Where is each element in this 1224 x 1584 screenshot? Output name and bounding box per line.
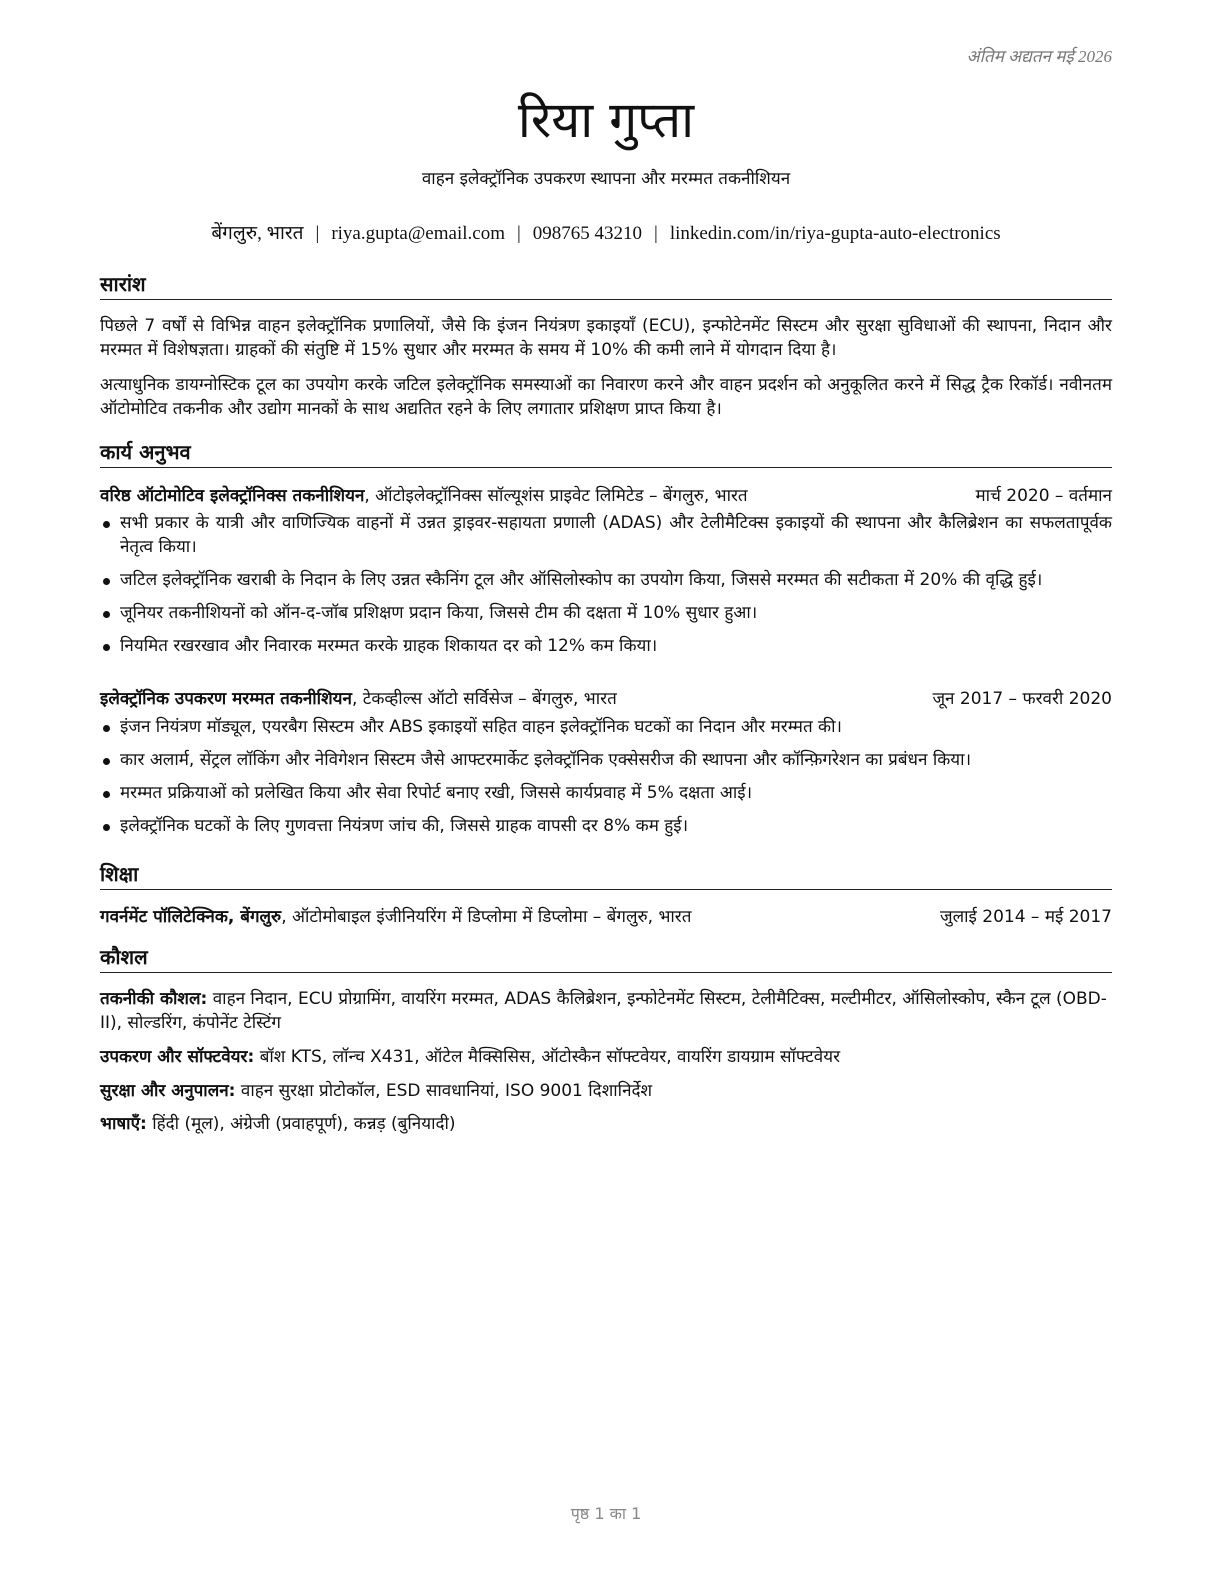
list-item: इलेक्ट्रॉनिक घटकों के लिए गुणवत्ता नियंत्रण जांच की, जिससे ग्राहक वापसी दर 8% कम हुई। xyxy=(100,814,1112,838)
section-title-skills: कौशल xyxy=(100,943,1112,973)
section-title-summary: सारांश xyxy=(100,270,1112,300)
contact-separator: | xyxy=(516,223,521,244)
job-heading xyxy=(100,483,1112,506)
skill-key: तकनीकी कौशल: xyxy=(100,989,208,1009)
education-detail: , ऑटोमोबाइल इंजीनियरिंग में डिप्लोमा में डिप्लोमा – बेंगलुरु, भारत xyxy=(281,907,692,927)
list-item: नियमित रखरखाव और निवारक मरम्मत करके ग्राहक शिकायत दर को 12% कम किया। xyxy=(100,634,1112,658)
section-title-experience: कार्य अनुभव xyxy=(100,438,1112,468)
job-role-org xyxy=(100,483,748,506)
skill-value: हिंदी (मूल), अंग्रेजी (प्रवाहपूर्ण), कन्नड़ (बुनियादी) xyxy=(146,1114,456,1134)
list-item: सभी प्रकार के यात्री और वाणिज्यिक वाहनों में उन्नत ड्राइवर-सहायता प्रणाली (ADAS) और टेलीमैटिक्स इकाइयों की स्थापना और कैलिब्रेशन का सफलतापूर्वक नेतृत्व किया। xyxy=(100,511,1112,559)
contact-phone[interactable]: 098765 43210 xyxy=(532,223,643,244)
skill-key: भाषाएँ: xyxy=(100,1114,147,1134)
education-entry xyxy=(100,904,1112,927)
summary-paragraph: अत्याधुनिक डायग्नोस्टिक टूल का उपयोग करके जटिल इलेक्ट्रॉनिक समस्याओं का निवारण करने और वाहन प्रदर्शन को अनुकूलित करने में सिद्ध ट्रैक रिकॉर्ड। नवीनतम ऑटोमोटिव तकनीक और उद्योग मानकों के साथ अद्यतित रहने के लिए लगातार प्रशिक्षण प्राप्त किया है। xyxy=(100,375,1112,419)
job-role: इलेक्ट्रॉनिक उपकरण मरम्मत तकनीशियन xyxy=(100,689,352,709)
contact-line xyxy=(100,219,1112,245)
skill-value: बॉश KTS, लॉन्च X431, ऑटेल मैक्सिसिस, ऑटोस्कैन सॉफ्टवेयर, वायरिंग डायग्राम सॉफ्टवेयर xyxy=(254,1047,841,1067)
education-institution-detail xyxy=(100,904,691,927)
list-item: जूनियर तकनीशियनों को ऑन-द-जॉब प्रशिक्षण प्रदान किया, जिससे टीम की दक्षता में 10% सुधार हुआ। xyxy=(100,601,1112,625)
list-item: कार अलार्म, सेंट्रल लॉकिंग और नेविगेशन सिस्टम जैसे आफ्टरमार्केट इलेक्ट्रॉनिक एक्सेसरीज की स्थापना और कॉन्फ़िगरेशन का प्रबंधन किया। xyxy=(100,748,1112,772)
skill-line xyxy=(100,987,1112,1035)
job-dates: जून 2017 – फरवरी 2020 xyxy=(932,689,1112,709)
education-dates: जुलाई 2014 – मई 2017 xyxy=(939,907,1112,927)
education-institution: गवर्नमेंट पॉलिटेक्निक, बेंगलुरु xyxy=(100,907,282,927)
job-dates: मार्च 2020 – वर्तमान xyxy=(975,486,1112,506)
list-item: मरम्मत प्रक्रियाओं को प्रलेखित किया और सेवा रिपोर्ट बनाए रखी, जिससे कार्यप्रवाह में 5% दक्षता आई। xyxy=(100,781,1112,805)
list-item: इंजन नियंत्रण मॉड्यूल, एयरबैग सिस्टम और ABS इकाइयों सहित वाहन इलेक्ट्रॉनिक घटकों का निदान और मरम्मत की। xyxy=(100,715,1112,739)
list-item: जटिल इलेक्ट्रॉनिक खराबी के निदान के लिए उन्नत स्कैनिंग टूल और ऑसिलोस्कोप का उपयोग किया, जिससे मरम्मत की सटीकता में 20% की वृद्धि हुई। xyxy=(100,568,1112,592)
job-org: , टेकव्हील्स ऑटो सर्विसेज – बेंगलुरु, भारत xyxy=(351,689,617,709)
job-heading xyxy=(100,686,1112,709)
skill-key: उपकरण और सॉफ्टवेयर: xyxy=(100,1047,255,1067)
contact-separator: | xyxy=(654,223,658,244)
contact-separator: | xyxy=(315,223,320,244)
skill-value: वाहन निदान, ECU प्रोग्रामिंग, वायरिंग मरम्मत, ADAS कैलिब्रेशन, इन्फोटेनमेंट सिस्टम, टेलीमैटिक्स, मल्टीमीटर, ऑसिलोस्कोप, स्कैन टूल (OBD-II), सोल्डरिंग, कंपोनेंट टेस्टिंग xyxy=(100,989,1107,1033)
contact-location: बेंगलुरु, भारत xyxy=(211,223,304,244)
skill-line xyxy=(100,1045,1112,1069)
skill-line xyxy=(100,1079,1112,1103)
section-title-education: शिक्षा xyxy=(100,860,1112,890)
contact-email[interactable]: riya.gupta@email.com xyxy=(331,223,505,244)
job-org: , ऑटोइलेक्ट्रॉनिक्स सॉल्यूशंस प्राइवेट लिमिटेड – बेंगलुरु, भारत xyxy=(364,486,748,506)
job-role: वरिष्ठ ऑटोमोटिव इलेक्ट्रॉनिक्स तकनीशियन xyxy=(100,486,365,506)
skill-value: वाहन सुरक्षा प्रोटोकॉल, ESD सावधानियां, ISO 9001 दिशानिर्देश xyxy=(235,1081,653,1101)
candidate-name: रिया गुप्ता xyxy=(517,91,695,149)
job-bullets xyxy=(100,511,1112,667)
contact-linkedin[interactable]: linkedin.com/in/riya-gupta-auto-electronics xyxy=(669,223,1001,244)
last-updated: अंतिम अद्यतन मई 2026 xyxy=(966,47,1112,66)
job-tagline: वाहन इलेक्ट्रॉनिक उपकरण स्थापना और मरम्मत तकनीशियन xyxy=(421,169,791,189)
skill-key: सुरक्षा और अनुपालन: xyxy=(100,1081,236,1101)
job-bullets xyxy=(100,715,1112,847)
job-role-org xyxy=(100,686,617,709)
resume-page xyxy=(100,0,1112,1584)
summary-paragraph: पिछले 7 वर्षों से विभिन्न वाहन इलेक्ट्रॉनिक प्रणालियों, जैसे कि इंजन नियंत्रण इकाइयाँ (ECU), इन्फोटेनमेंट सिस्टम और सुरक्षा सुविधाओं की स्थापना, निदान और मरम्मत में विशेषज्ञता। ग्राहकों की संतुष्टि में 15% सुधार और मरम्मत के समय में 10% की कमी लाने में योगदान दिया है। xyxy=(100,316,1112,360)
page-number: पृष्ठ 1 का 1 xyxy=(570,1504,642,1523)
skill-line xyxy=(100,1112,1112,1136)
